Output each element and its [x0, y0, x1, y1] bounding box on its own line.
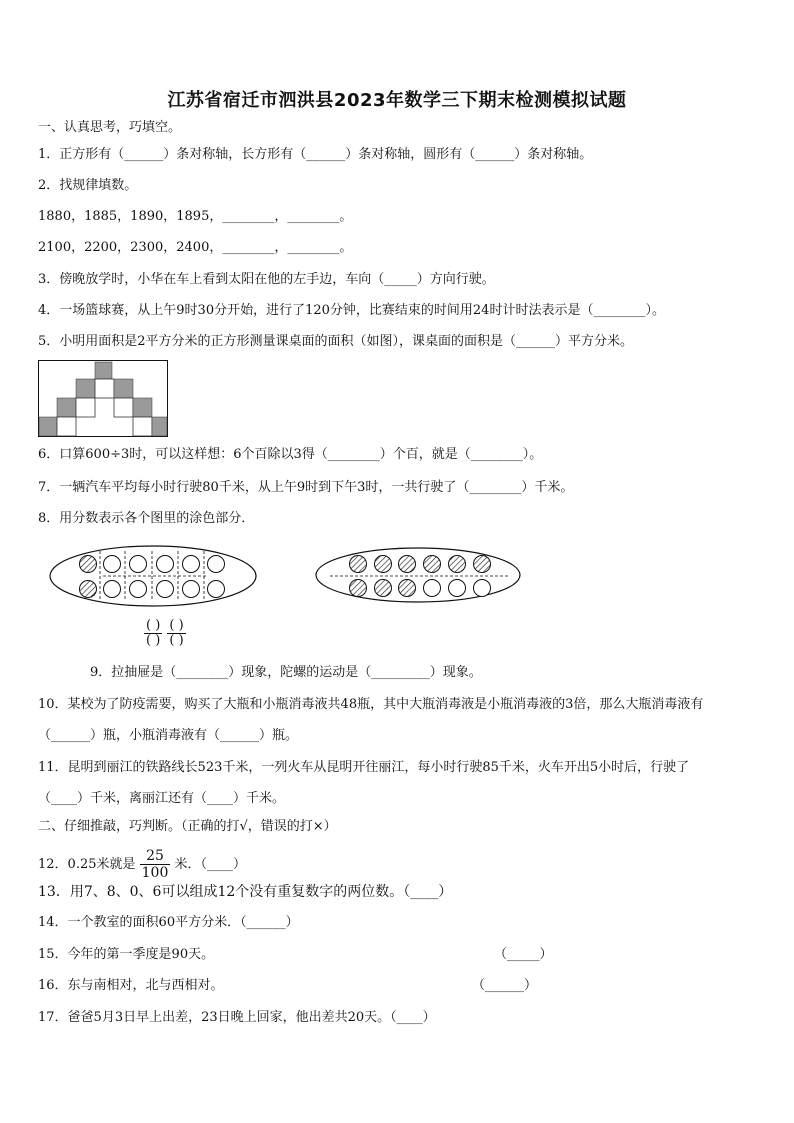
- fraction-25-100: $\frac{25}{100}$: [141, 848, 169, 881]
- question-15-answer-blank[interactable]: （_____）: [494, 947, 553, 962]
- question-5: 5．小明用面积是2平方分米的正方形测量课桌面的面积（如图），课桌面的面积是（______）平方分米。: [38, 334, 634, 349]
- section-heading-2: 二、仔细推敲，巧判断。（正确的打√，错误的打×）: [38, 819, 337, 834]
- question-14: 14．一个教室的面积60平方分米．（______）: [38, 915, 299, 930]
- question-11-line-1: 11．昆明到丽江的铁路线长523千米，一列火车从昆明开往丽江，每小时行驶85千米，火车开出5小时后，行驶了: [38, 760, 690, 775]
- question-2-row-a: 1880，1885，1890，1895，________，________。: [38, 209, 353, 224]
- fraction-blank-1[interactable]: $\frac{( )}{( )}$: [146, 618, 161, 648]
- question-6: 6．口算600÷3时，可以这样想：6个百除以3得（________）个百，就是（________）。: [38, 447, 543, 462]
- question-1: 1．正方形有（______）条对称轴，长方形有（______）条对称轴，圆形有（______）条对称轴。: [38, 147, 593, 162]
- question-16: 16．东与南相对，北与西相对。: [38, 978, 224, 993]
- fraction-figures: [48, 543, 538, 609]
- fraction-answer-blanks: [144, 619, 186, 648]
- fraction-blank-2[interactable]: $\frac{( )}{( )}$: [169, 618, 184, 648]
- question-12: 12．0.25米就是 $\frac{25}{100}$ 米．（____）: [38, 848, 247, 881]
- question-10-line-2: （______）瓶，小瓶消毒液有（______）瓶。: [38, 728, 299, 743]
- question-2: 2．找规律填数。: [38, 178, 138, 193]
- question-8: 8．用分数表示各个图里的涂色部分．: [38, 511, 255, 526]
- question-10-line-1: 10．某校为了防疫需要，购买了大瓶和小瓶消毒液共48瓶，其中大瓶消毒液是小瓶消毒液的3倍，那么大瓶消毒液有: [38, 697, 704, 712]
- question-15: 15．今年的第一季度是90天。: [38, 947, 215, 962]
- question-11-line-2: （____）千米，离丽江还有（____）千米。: [38, 791, 286, 806]
- right-oval-figure: [316, 548, 520, 602]
- question-17: 17．爸爸5月3日早上出差，23日晚上回家，他出差共20天。（____）: [38, 1010, 436, 1025]
- question-13: 13．用7、8、0、6可以组成12个没有重复数字的两位数。（____）: [38, 884, 453, 900]
- question-2-row-b: 2100，2200，2300，2400，________，________。: [38, 240, 353, 255]
- question-9: 9．拉抽屉是（________）现象，陀螺的运动是（_________）现象。: [90, 665, 482, 680]
- question-4: 4．一场篮球赛，从上午9时30分开始，进行了120分钟，比赛结束的时间用24时计时法表示是（________）。: [38, 303, 665, 318]
- section-heading-1: 一、认真思考，巧填空。: [38, 120, 182, 135]
- page-title: 江苏省宿迁市泗洪县2023年数学三下期末检测模拟试题: [167, 90, 627, 111]
- question-7: 7．一辆汽车平均每小时行驶80千米，从上午9时到下午3时，一共行驶了（________）千米。: [38, 480, 574, 495]
- question-16-answer-blank[interactable]: （______）: [472, 978, 538, 993]
- left-oval-figure: [50, 546, 256, 606]
- desk-tiling-figure: [38, 360, 170, 438]
- question-3: 3．傍晚放学时，小华在车上看到太阳在他的左手边，车向（_____）方向行驶。: [38, 272, 495, 287]
